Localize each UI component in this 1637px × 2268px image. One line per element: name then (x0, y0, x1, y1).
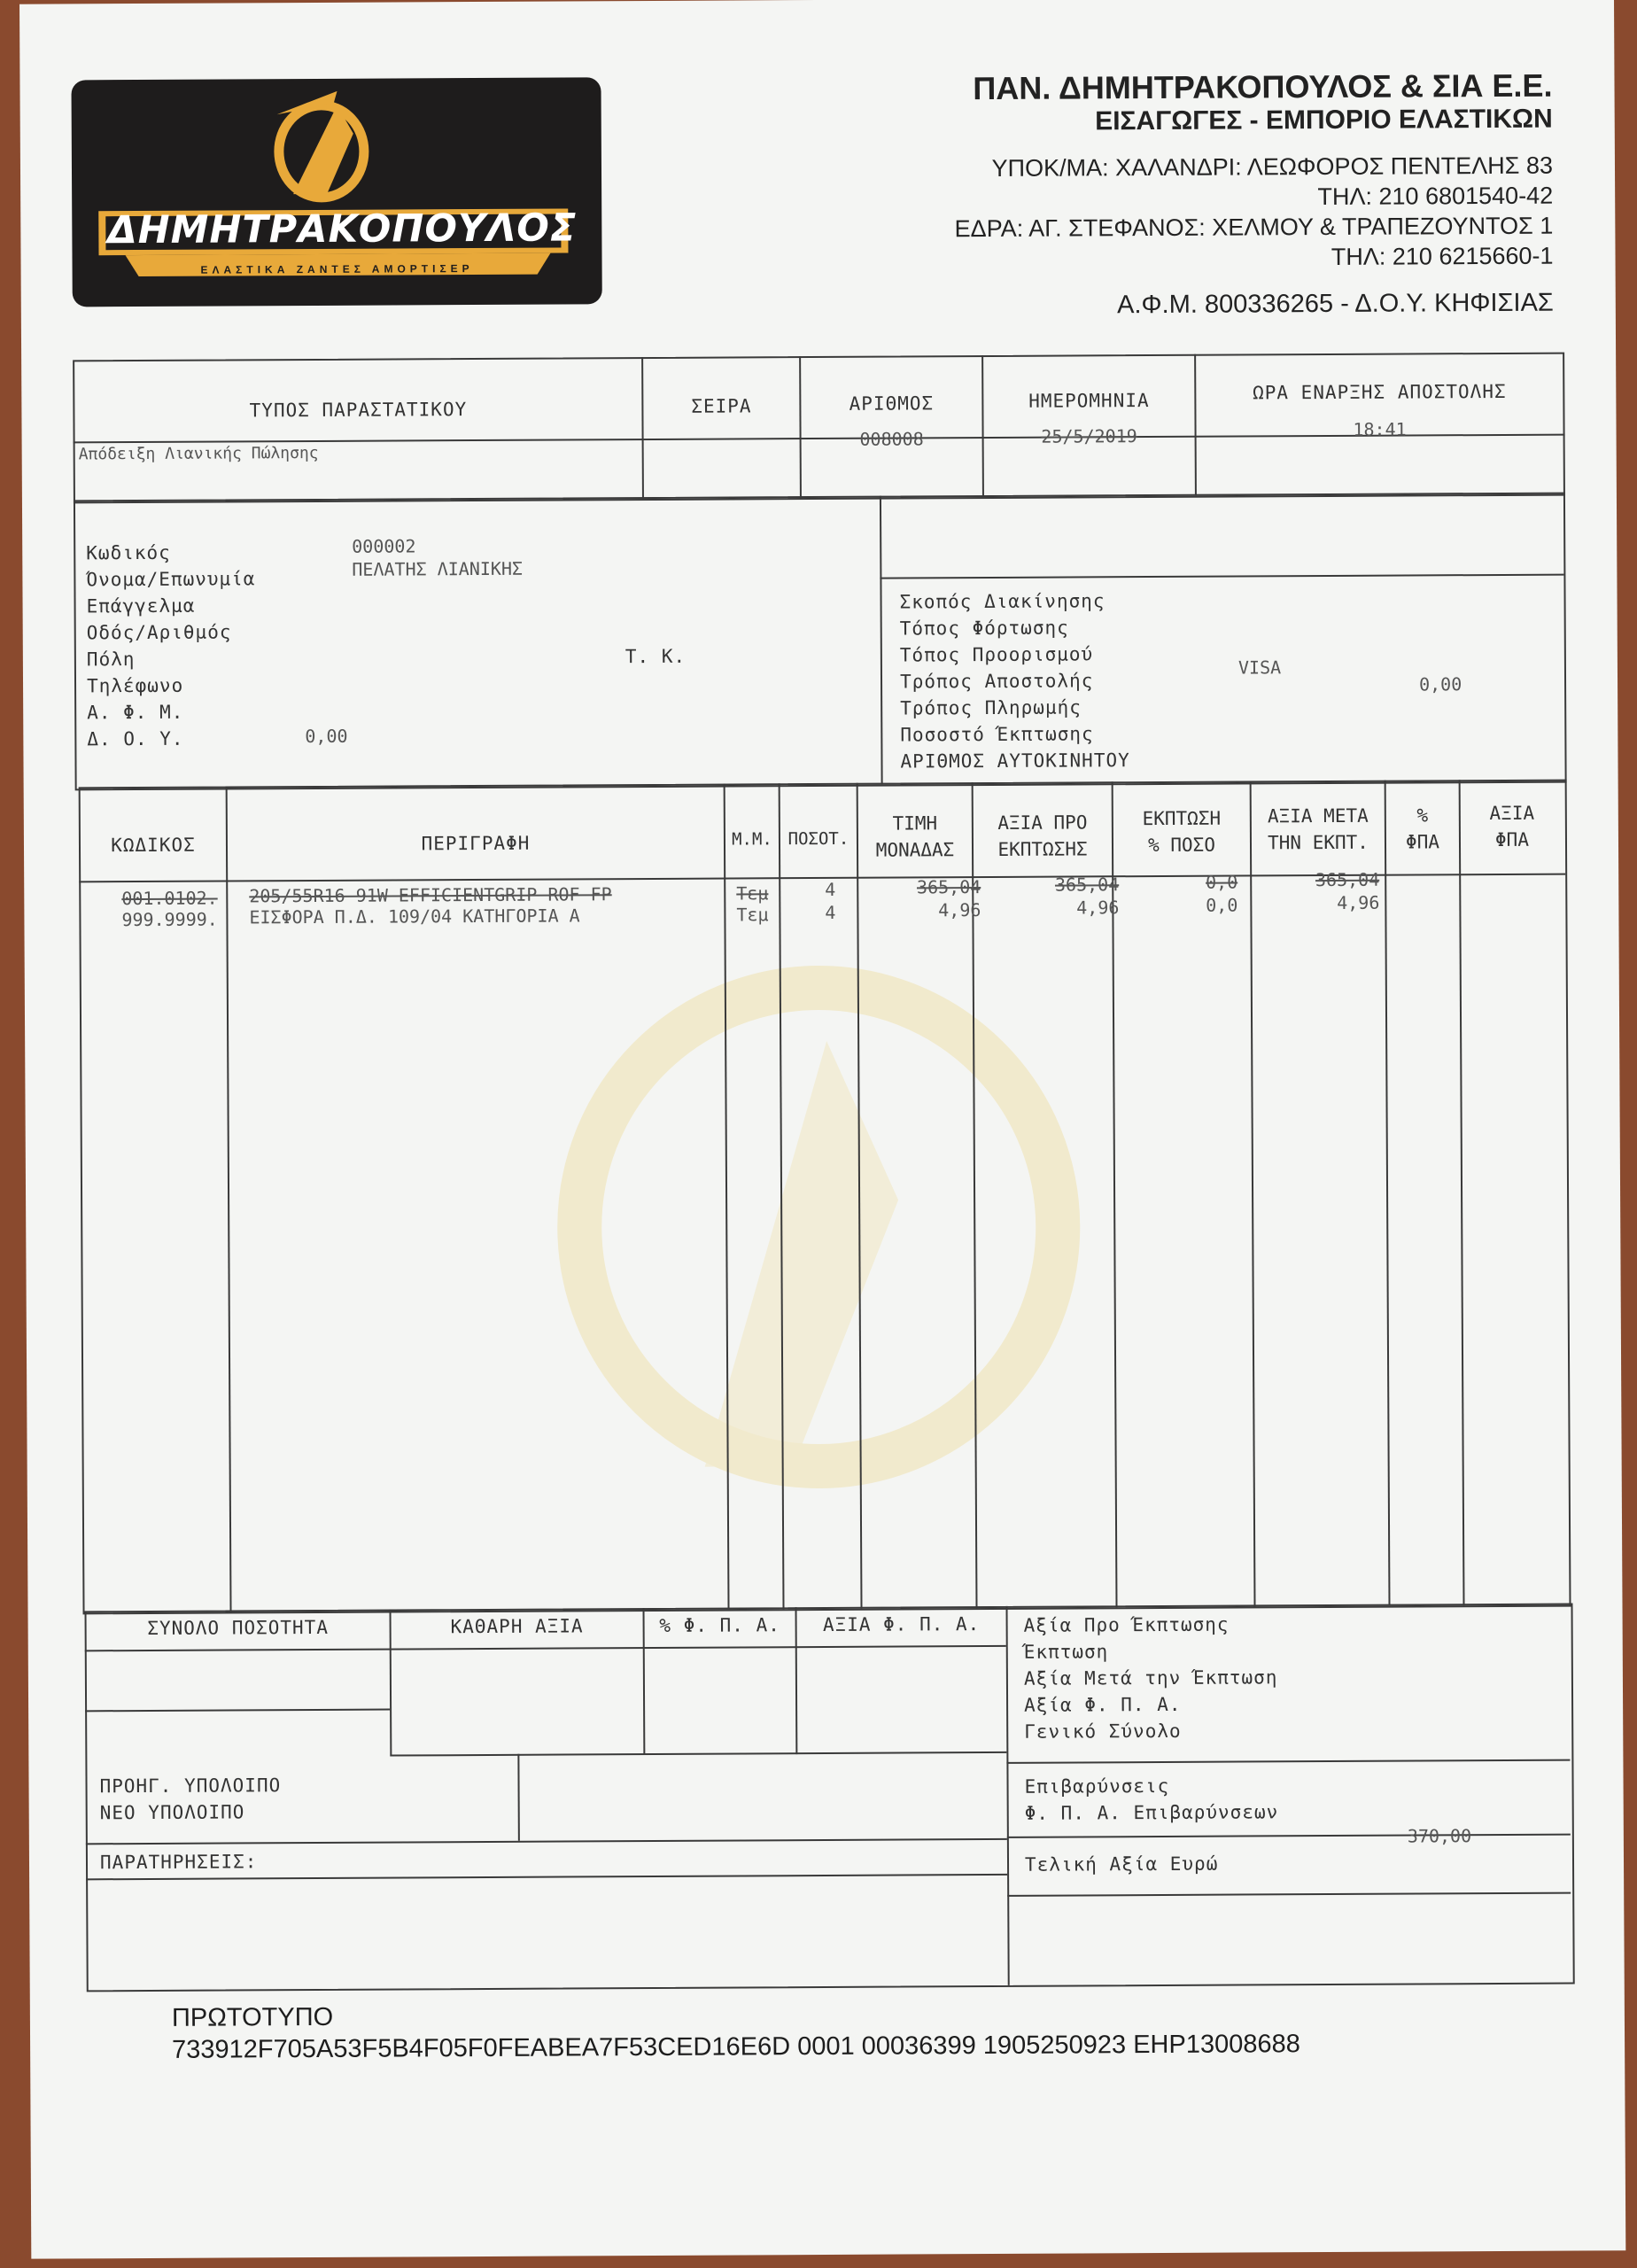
customer-phone-label: Τηλέφωνο (86, 674, 184, 697)
row-discount: 0,0 (1206, 871, 1238, 893)
col-code-header: ΚΩΔΙΚΟΣ (111, 834, 196, 857)
company-activity: ΕΙΣΑΓΩΓΕΣ - ΕΜΠΟΡΙΟ ΕΛΑΣΤΙΚΩΝ (1095, 104, 1553, 136)
row-code: 999.9999. (121, 908, 218, 931)
tax-info: Α.Φ.Μ. 800336265 - Δ.Ο.Υ. ΚΗΦΙΣΙΑΣ (1117, 288, 1554, 320)
charges-vat-label: Φ. Π. Α. Επιβαρύνσεων (1024, 1801, 1279, 1824)
final-value: 370,00 (1407, 1825, 1472, 1847)
customer-city-label: Πόλη (86, 649, 136, 671)
final-value-label: Τελική Αξία Ευρώ (1024, 1852, 1219, 1876)
date-header: ΗΜΕΡΟΜΗΝΙΑ (1028, 390, 1150, 412)
new-balance-label: ΝΕΟ ΥΠΟΛΟΙΠΟ (99, 1801, 245, 1824)
col-vat-value-header-1: ΑΞΙΑ (1489, 802, 1535, 825)
col-discount-header-1: ΕΚΠΤΩΣΗ (1142, 807, 1222, 830)
customer-tax-office-label: Δ. Ο. Υ. (87, 727, 184, 750)
postal-code-label: Τ. Κ. (625, 645, 687, 668)
vat-pct-label: % Φ. Π. Α. (659, 1614, 780, 1636)
col-vat-pct-header-1: % (1416, 804, 1429, 827)
hq-phone: ΤΗΛ: 210 6215660-1 (1331, 242, 1554, 270)
col-vat-value-header-2: ΦΠΑ (1494, 828, 1530, 851)
branch-phone: ΤΗΛ: 210 6801540-42 (1317, 182, 1554, 211)
receipt-page (19, 0, 1625, 2259)
col-unit-header: Μ.Μ. (732, 829, 772, 850)
branch-address: ΥΠΟΚ/ΜΑ: ΧΑΛΑΝΔΡΙ: ΛΕΩΦΟΡΟΣ ΠΕΝΤΕΛΗΣ 83 (991, 151, 1554, 182)
charges-label: Επιβαρύνσεις (1024, 1775, 1170, 1798)
fiscal-signature: 733912F705A53F5B4F05F0FEABEA7F53CED16E6D 0001 00036399 1905250923 EHP13008688 (172, 2030, 1300, 2064)
row-qty: 4 (825, 878, 836, 900)
remarks-label: ΠΑΡΑΤΗΡΗΣΕΙΣ: (99, 1851, 258, 1874)
destination-label: Τόπος Προορισμού (899, 643, 1094, 666)
company-logo (71, 77, 601, 307)
logo-tagline: ΕΛΑΣΤΙΚΑ ΖΑΝΤΕΣ ΑΜΟΡΤΙΣΕΡ (200, 262, 474, 276)
row-description: 205/55R16 91W EFFICIENTGRIP ROF FP (249, 883, 612, 907)
row-qty: 4 (825, 901, 836, 923)
row-code: 001.0102. (121, 887, 218, 910)
company-name: ΠΑΝ. ΔΗΜΗΤΡΑΚΟΠΟΥΛΟΣ & ΣΙΑ Ε.Ε. (973, 66, 1553, 107)
row-unit: Τεμ (736, 882, 769, 905)
discount-percent-label: Ποσοστό Έκπτωσης (900, 723, 1094, 746)
row-pre-discount: 365,04 (1054, 874, 1120, 896)
row-unit-price: 365,04 (916, 876, 981, 898)
discount-total-label: Έκπτωση (1023, 1641, 1109, 1663)
doc-date-value: 25/5/2019 (1041, 425, 1137, 447)
customer-code-label: Κωδικός (86, 541, 171, 564)
vat-value-label: ΑΞΙΑ Φ. Π. Α. (822, 1613, 981, 1635)
shipping-purpose-label: Σκοπός Διακίνησης (899, 590, 1106, 613)
loading-place-label: Τόπος Φόρτωσης (899, 617, 1069, 640)
row-pre-discount: 4,96 (1076, 897, 1120, 919)
grand-total-label: Γενικό Σύνολο (1024, 1720, 1182, 1743)
payment-method-label: Τρόπος Πληρωμής (900, 696, 1082, 719)
time-header: ΩΡΑ ΕΝΑΡΞΗΣ ΑΠΟΣΤΟΛΗΣ (1253, 380, 1507, 404)
customer-street-label: Οδός/Αριθμός (86, 621, 232, 644)
customer-vat-label: Α. Φ. Μ. (87, 701, 184, 724)
copy-label: ΠΡΩΤΟΤΥΠΟ (171, 2002, 334, 2032)
row-post-discount: 4,96 (1337, 891, 1380, 913)
col-post-discount-header-2: ΤΗΝ ΕΚΠΤ. (1268, 831, 1369, 854)
logo-wordmark: ΔΗΜΗΤΡΑΚΟΠΟΥΛΟΣ (107, 206, 578, 253)
number-header: ΑΡΙΘΜΟΣ (849, 392, 935, 415)
totals-block (85, 1604, 1575, 1992)
row-discount: 0,0 (1206, 894, 1238, 916)
doc-time-value: 18:41 (1353, 418, 1407, 440)
col-pre-discount-header-2: ΕΚΠΤΩΣΗΣ (997, 838, 1088, 860)
net-value-label: ΚΑΘΑΡΗ ΑΞΙΑ (450, 1615, 584, 1638)
col-price-header-1: ΤΙΜΗ (892, 812, 938, 835)
pre-discount-total-label: Αξία Προ Έκπτωσης (1023, 1613, 1230, 1636)
col-discount-header-2: % ΠΟΣΟ (1148, 834, 1215, 857)
row-unit: Τεμ (736, 904, 769, 926)
previous-balance-label: ΠΡΟΗΓ. ΥΠΟΛΟΙΠΟ (99, 1775, 282, 1798)
post-discount-total-label: Αξία Μετά την Έκπτωση (1023, 1666, 1278, 1689)
vat-total-label: Αξία Φ. Π. Α. (1024, 1693, 1182, 1716)
row-post-discount: 365,04 (1315, 868, 1380, 891)
col-price-header-2: ΜΟΝΑΔΑΣ (875, 839, 955, 861)
series-header: ΣΕΙΡΑ (691, 395, 752, 417)
customer-tax-office-value: 0,00 (305, 725, 348, 748)
row-description: ΕΙΣΦΟΡΑ Π.Δ. 109/04 ΚΑΤΗΓΟΡΙΑ Α (249, 905, 580, 928)
total-qty-label: ΣΥΝΟΛΟ ΠΟΣΟΤΗΤΑ (147, 1616, 330, 1639)
payment-method-value: VISA (1237, 656, 1282, 679)
shipping-method-label: Τρόπος Αποστολής (899, 670, 1094, 693)
doc-number-value: 008008 (859, 428, 924, 450)
vehicle-number-label: ΑΡΙΘΜΟΣ ΑΥΤΟΚΙΝΗΤΟΥ (900, 750, 1130, 773)
customer-profession-label: Επάγγελμα (86, 594, 196, 617)
doc-type-value: Απόδειξη Λιανικής Πώλησης (78, 443, 319, 464)
discount-percent-value: 0,00 (1418, 673, 1462, 695)
customer-block (74, 493, 1567, 791)
customer-name-label: Όνομα/Επωνυμία (86, 568, 256, 591)
doc-type-header: ΤΥΠΟΣ ΠΑΡΑΣΤΑΤΙΚΟΥ (249, 399, 468, 422)
customer-name-value: ΠΕΛΑΤΗΣ ΛΙΑΝΙΚΗΣ (352, 557, 524, 580)
hq-address: ΕΔΡΑ: ΑΓ. ΣΤΕΦΑΝΟΣ: ΧΕΛΜΟΥ & ΤΡΑΠΕΖΟΥΝΤΟΣ 1 (954, 212, 1554, 243)
col-post-discount-header-1: ΑΞΙΑ ΜΕΤΑ (1267, 804, 1369, 827)
col-qty-header: ΠΟΣΟΤ. (787, 828, 850, 850)
col-description-header: ΠΕΡΙΓΡΑΦΗ (421, 832, 531, 855)
row-unit-price: 4,96 (938, 899, 981, 921)
col-vat-pct-header-2: ΦΠΑ (1405, 831, 1440, 853)
col-pre-discount-header-1: ΑΞΙΑ ΠΡΟ (997, 812, 1088, 834)
customer-code-value: 000002 (352, 535, 416, 557)
